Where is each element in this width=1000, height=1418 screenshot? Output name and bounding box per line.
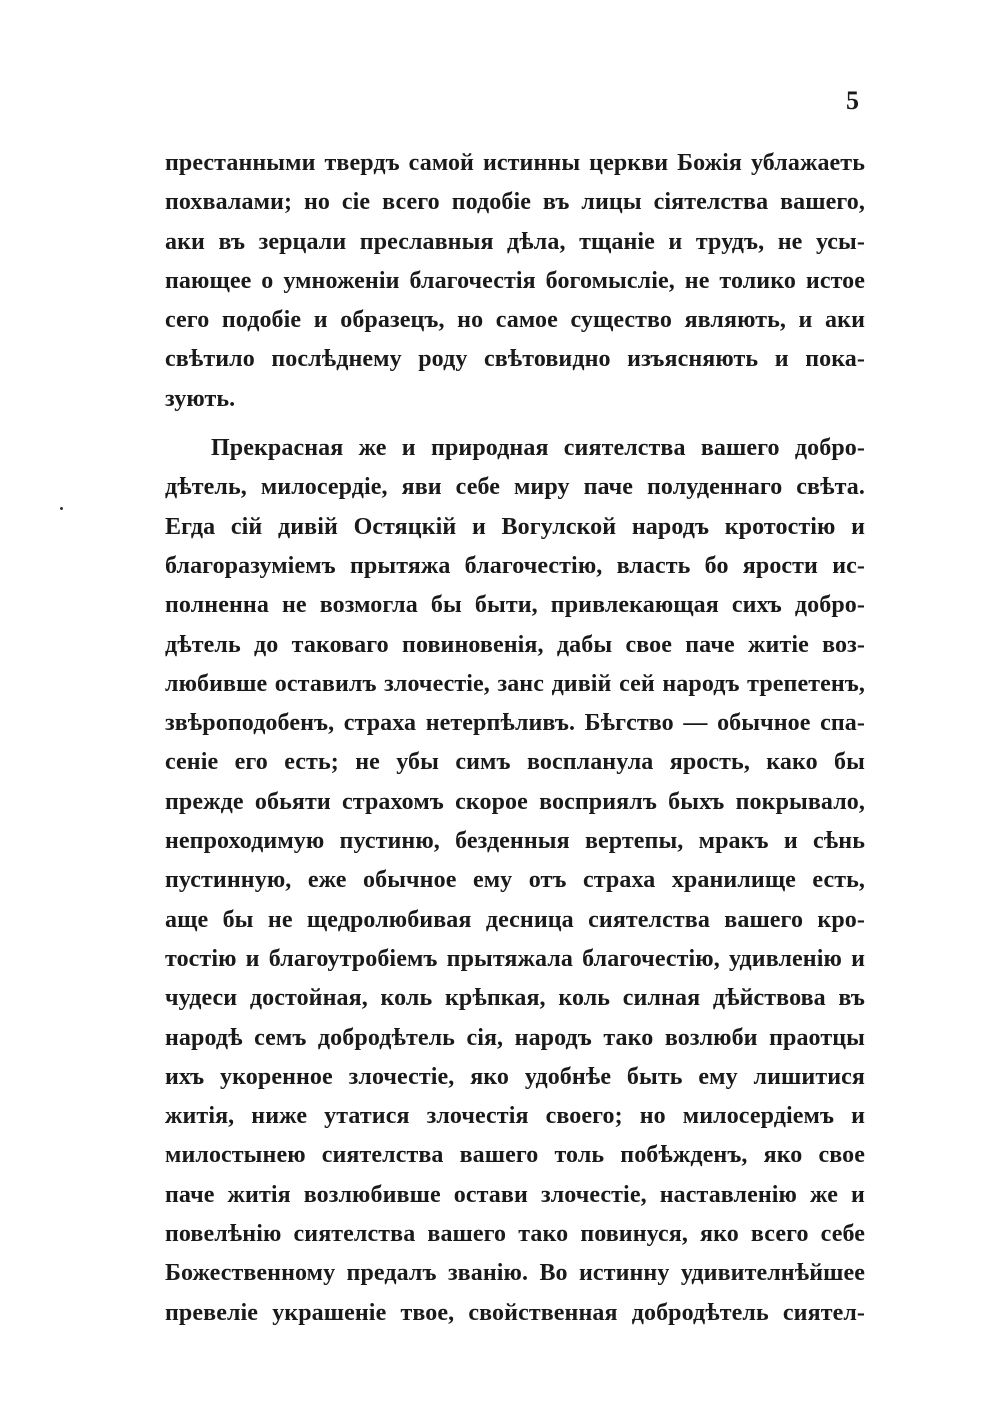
text-line: благоразуміемъ прытяжа благочестію, власть бо ярости ис-	[165, 552, 865, 579]
text-line: народѣ семъ добродѣтель сія, народъ тако возлюби праотцы	[165, 1024, 865, 1051]
page-number: 5	[846, 86, 859, 115]
margin-speck	[60, 507, 63, 510]
text-line: ихъ укоренное злочестіе, яко удобнѣе быть ему лишитися	[165, 1063, 865, 1090]
text-line: похвалами; но сіе всего подобіе въ лицы сіятелства вашего,	[165, 189, 865, 216]
text-line: тостію и благоутробіемъ прытяжала благочестію, удивленію и	[165, 945, 865, 972]
text-line: паче житія возлюбивше остави злочестіе, наставленію же и	[165, 1181, 865, 1208]
paragraph	[165, 144, 865, 419]
text-line: звѣроподобенъ, страха нетерпѣливъ. Бѣгство — обычное спа-	[165, 710, 865, 737]
text-line: чудеси достойная, коль крѣпкая, коль силная дѣйствова въ	[165, 985, 865, 1012]
text-line: пустинную, еже обычное ему отъ страха хранилище есть,	[165, 867, 865, 894]
text-line: аще бы не щедролюбивая десница сиятелства вашего кро-	[165, 906, 865, 933]
text-line: превеліе украшеніе твое, свойственная добродѣтель сиятел-	[165, 1299, 865, 1326]
text-line: житія, ниже утатися злочестія своего; но милосердіемъ и	[165, 1103, 865, 1130]
text-line: повелѣнію сиятелства вашего тако повинуся, яко всего себе	[165, 1221, 865, 1248]
text-line: прежде обьяти страхомъ скорое восприялъ быхъ покрывало,	[165, 788, 865, 815]
body-text	[165, 144, 865, 1333]
text-line: любивше оставилъ злочестіе, занс дивій сей народъ трепетенъ,	[165, 670, 865, 697]
paragraph	[165, 429, 865, 1333]
text-line: престанными твердъ самой истинны церкви Божія ублажаеть	[165, 150, 865, 176]
text-line: сего подобіе и образецъ, но самое существо являють, и аки	[165, 307, 865, 334]
text-line: дѣтель до таковаго повиновенія, дабы свое паче житіе воз-	[165, 631, 865, 658]
text-line: пающее о умноженіи благочестія богомысліе, не толико истое	[165, 267, 865, 294]
text-line: сеніе его есть; не убы симъ воспланула ярость, како бы	[165, 749, 865, 776]
text-line: милостынею сиятелства вашего толь побѣжденъ, яко свое	[165, 1142, 865, 1169]
text-line: зують.	[165, 385, 236, 412]
text-line: Егда сій дивій Остяцкій и Вогулской народъ кротостію и	[165, 513, 865, 540]
text-line: свѣтило послѣднему роду свѣтовидно изъясняють и пока-	[165, 346, 865, 373]
text-line: дѣтель, милосердіе, яви себе миру паче полуденнаго свѣта.	[165, 474, 865, 501]
text-line: Божественному предалъ званію. Во истинну удивителнѣйшее	[165, 1260, 865, 1287]
text-line: аки въ зерцали преславныя дѣла, тщаніе и трудъ, не усы-	[165, 228, 865, 255]
text-line: непроходимую пустиню, безденныя вертепы, мракъ и сѣнь	[165, 828, 865, 855]
text-line: полненна не возмогла бы быти, привлекающая сихъ добро-	[165, 592, 865, 619]
text-line: Прекрасная же и природная сиятелства вашего добро-	[211, 435, 865, 462]
